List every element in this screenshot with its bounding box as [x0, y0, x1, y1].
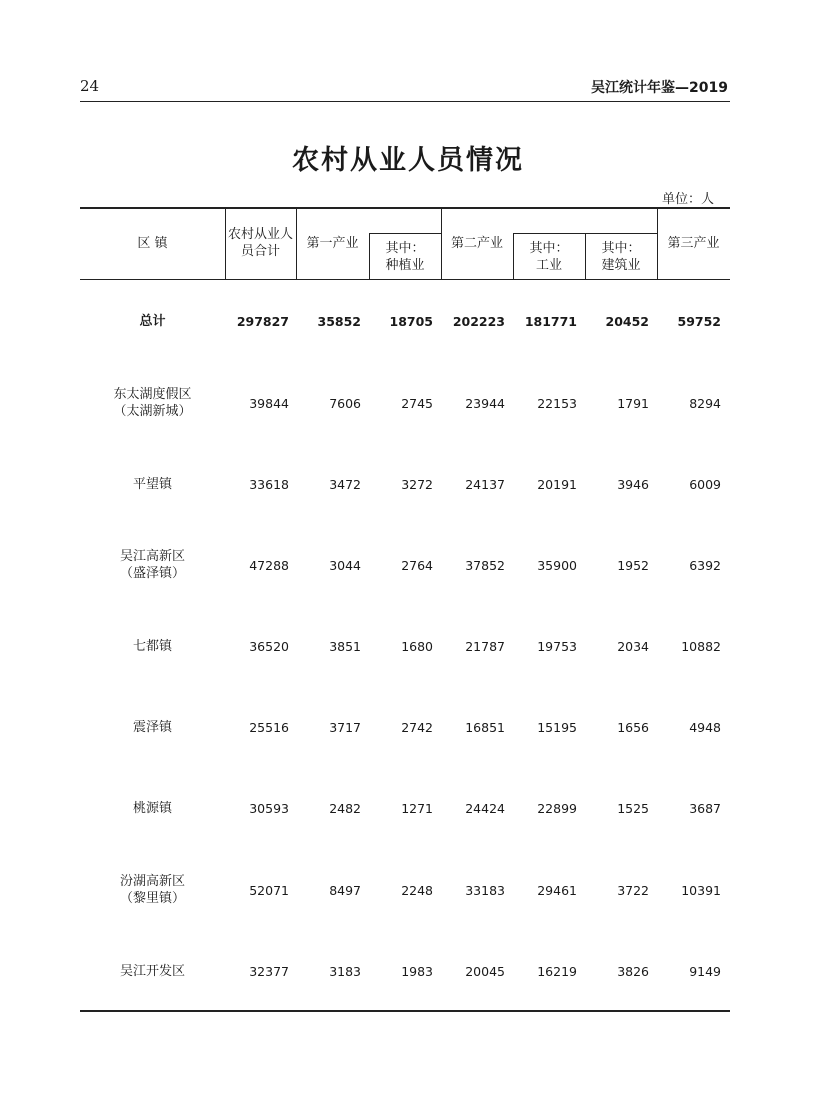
cell-tertiary: 10882 [681, 638, 721, 654]
cell-primary: 7606 [329, 395, 361, 411]
table-row [80, 788, 730, 828]
row-name: 吴江高新区 （盛泽镇） [119, 549, 185, 581]
col-header-industry: 其中： 工业 [529, 241, 569, 273]
cell-secondary: 37852 [465, 557, 505, 573]
cell-primary: 8497 [329, 882, 361, 898]
cell-planting: 1680 [401, 638, 433, 654]
row-name: 汾湖高新区 （黎里镇） [119, 874, 185, 906]
table-row [80, 464, 730, 504]
col-header-tertiary: 第三产业 [667, 236, 720, 251]
cell-primary: 3717 [329, 719, 361, 735]
cell-planting: 2764 [401, 557, 433, 573]
cell-tertiary: 6392 [689, 557, 721, 573]
cell-construction: 1791 [617, 395, 649, 411]
cell-industry: 19753 [537, 638, 577, 654]
cell-total: 25516 [249, 719, 289, 735]
cell-primary: 3851 [329, 638, 361, 654]
table-row [80, 626, 730, 666]
cell-total: 39844 [249, 395, 289, 411]
row-name: 东太湖度假区 （太湖新城） [113, 387, 192, 419]
page-title: 农村从业人员情况 [292, 145, 524, 176]
cell-secondary: 21787 [465, 638, 505, 654]
row-name: 桃源镇 [132, 800, 172, 816]
cell-primary: 2482 [329, 800, 361, 816]
cell-primary: 3472 [329, 476, 361, 492]
row-name: 震泽镇 [132, 719, 172, 735]
col-header-planting: 其中： 种植业 [385, 241, 425, 273]
cell-total: 33618 [249, 476, 289, 492]
cell-construction: 3946 [617, 476, 649, 492]
table-row-total [80, 301, 730, 341]
col-header-secondary: 第二产业 [450, 236, 503, 251]
cell-total: 32377 [249, 963, 289, 979]
col-header-total: 农村从业人 员合计 [227, 227, 293, 259]
cell-industry: 22153 [537, 395, 577, 411]
cell-total: 47288 [249, 557, 289, 573]
col-header-construction: 其中： 建筑业 [601, 241, 641, 273]
cell-construction: 1952 [617, 557, 649, 573]
unit-label: 单位：人 [661, 192, 714, 207]
cell-primary: 3183 [329, 963, 361, 979]
cell-planting: 1983 [401, 963, 433, 979]
row-name: 平望镇 [132, 476, 172, 492]
page-number: 24 [80, 77, 100, 95]
cell-construction: 1525 [617, 800, 649, 816]
table-row [80, 951, 730, 991]
row-name: 总计 [139, 313, 166, 329]
cell-industry: 15195 [537, 719, 577, 735]
table-bottom-rule [80, 1010, 730, 1012]
cell-secondary: 24424 [465, 800, 505, 816]
cell-secondary: 23944 [465, 395, 505, 411]
cell-construction: 1656 [617, 719, 649, 735]
cell-construction: 2034 [617, 638, 649, 654]
cell-tertiary: 9149 [689, 963, 721, 979]
header-rule [80, 101, 730, 102]
cell-secondary: 202223 [452, 313, 505, 329]
cell-construction: 3826 [617, 963, 649, 979]
row-name: 七都镇 [132, 638, 172, 654]
cell-industry: 29461 [537, 882, 577, 898]
cell-industry: 16219 [537, 963, 577, 979]
table-row [80, 545, 730, 585]
cell-construction: 3722 [617, 882, 649, 898]
cell-industry: 22899 [537, 800, 577, 816]
cell-total: 36520 [249, 638, 289, 654]
header-subrule [369, 233, 441, 234]
col-header-region: 区 镇 [137, 236, 168, 251]
cell-industry: 20191 [537, 476, 577, 492]
cell-tertiary: 4948 [689, 719, 721, 735]
cell-industry: 181771 [524, 313, 577, 329]
cell-tertiary: 10391 [681, 882, 721, 898]
cell-secondary: 20045 [465, 963, 505, 979]
cell-planting: 2742 [401, 719, 433, 735]
running-title: 吴江统计年鉴—2019 [591, 80, 728, 96]
col-header-primary: 第一产业 [306, 236, 359, 251]
cell-tertiary: 6009 [689, 476, 721, 492]
row-name: 吴江开发区 [119, 963, 185, 979]
cell-planting: 2745 [401, 395, 433, 411]
cell-planting: 1271 [401, 800, 433, 816]
header-subrule [513, 233, 657, 234]
cell-secondary: 16851 [465, 719, 505, 735]
table-row [80, 870, 730, 910]
cell-primary: 35852 [317, 313, 361, 329]
cell-planting: 3272 [401, 476, 433, 492]
table-header-rule [80, 279, 730, 280]
cell-construction: 20452 [605, 313, 649, 329]
table-top-rule [80, 207, 730, 209]
cell-secondary: 24137 [465, 476, 505, 492]
cell-total: 52071 [249, 882, 289, 898]
cell-tertiary: 8294 [689, 395, 721, 411]
cell-total: 30593 [249, 800, 289, 816]
cell-tertiary: 59752 [677, 313, 721, 329]
table-row [80, 707, 730, 747]
cell-tertiary: 3687 [689, 800, 721, 816]
cell-planting: 18705 [389, 313, 433, 329]
cell-planting: 2248 [401, 882, 433, 898]
cell-secondary: 33183 [465, 882, 505, 898]
table-row [80, 383, 730, 423]
cell-industry: 35900 [537, 557, 577, 573]
cell-total: 297827 [236, 313, 289, 329]
cell-primary: 3044 [329, 557, 361, 573]
